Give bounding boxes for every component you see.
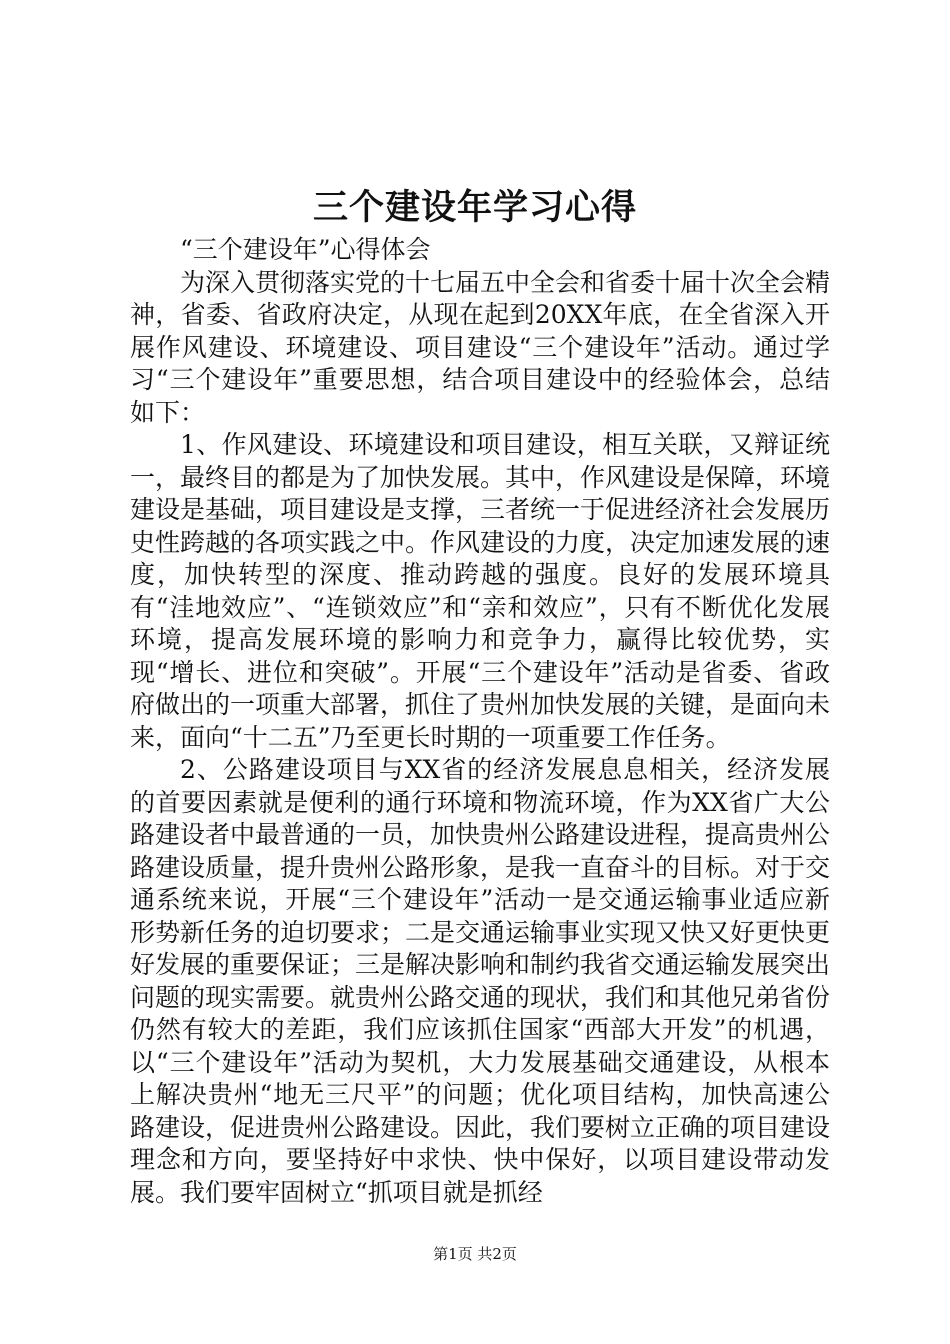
page-footer: 第1页 共2页	[433, 1245, 517, 1263]
document-body	[130, 234, 830, 1209]
paragraph-point-2: 2、公路建设项目与XX省的经济发展息息相关，经济发展的首要因素就是便利的通行环境和物流环境，作为XX省广大公路建设者中最普通的一员，加快贵州公路建设进程，提高贵州公路建设质量，提升贵州公路形象，是我一直奋斗的目标。对于交通系统来说，开展“三个建设年”活动一是交通运输事业适应新形势新任务的迫切要求；二是交通运输事业实现又快又好更快更好发展的重要保证；三是解决影响和制约我省交通运输发展突出问题的现实需要。就贵州公路交通的现状，我们和其他兄弟省份仍然有较大的差距，我们应该抓住国家“西部大开发”的机遇，以“三个建设年”活动为契机，大力发展基础交通建设，从根本上解决贵州“地无三尺平”的问题；优化项目结构，加快高速公路建设，促进贵州公路建设。因此，我们要树立正确的项目建设理念和方向，要坚持好中求快、快中保好，以项目建设带动发展。我们要牢固树立“抓项目就是抓经	[130, 755, 831, 1207]
paragraph-point-1: 1、作风建设、环境建设和项目建设，相互关联，又辩证统一，最终目的都是为了加快发展。其中，作风建设是保障，环境建设是基础，项目建设是支撑，三者统一于促进经济社会发展历史性跨越的各项实践之中。作风建设的力度，决定加速发展的速度，加快转型的深度、推动跨越的强度。良好的发展环境具有“洼地效应”、“连锁效应”和“亲和效应”，只有不断优化发展环境，提高发展环境的影响力和竞争力，赢得比较优势，实现“增长、进位和突破”。开展“三个建设年”活动是省委、省政府做出的一项重大部署，抓住了贵州加快发展的关键，是面向未来，面向“十二五”乃至更长时期的一项重要工作任务。	[130, 430, 831, 752]
paragraph-subtitle: “三个建设年”心得体会	[180, 235, 431, 264]
document-title: 三个建设年学习心得	[312, 187, 637, 228]
paragraph-intro: 为深入贯彻落实党的十七届五中全会和省委十届十次全会精神，省委、省政府决定，从现在起到20XX年底，在全省深入开展作风建设、环境建设、项目建设“三个建设年”活动。通过学习“三个建设年”重要思想，结合项目建设中的经验体会，总结如下：	[130, 267, 831, 427]
